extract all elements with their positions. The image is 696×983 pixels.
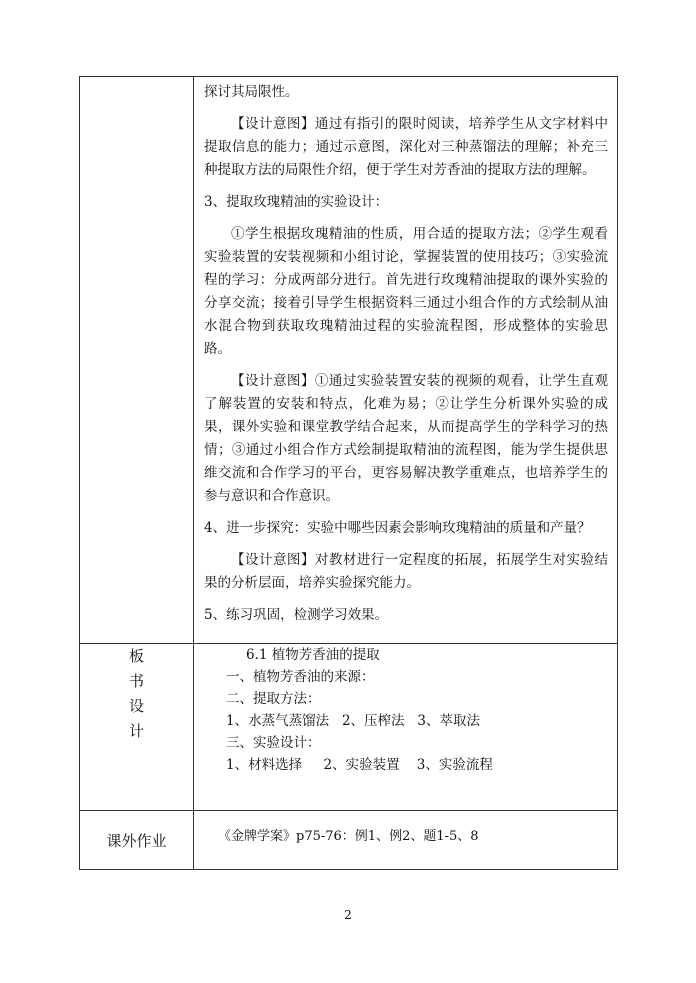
section-heading-5: 5、练习巩固，检测学习效果。 (204, 607, 389, 623)
content-cell (194, 77, 618, 644)
page-number: 2 (344, 908, 352, 922)
empty-label-cell (80, 77, 194, 644)
board-design-row (80, 644, 618, 811)
board-label-char-1: 板 (128, 647, 144, 665)
homework-content: 《金牌学案》p75-76：例1、例2、题1-5、8 (194, 811, 618, 870)
section-heading-3: 3、提取玫瑰精油的实验设计： (204, 194, 389, 210)
board-line-1: 一、植物芳香油的来源： (226, 669, 375, 685)
homework-row (80, 811, 618, 870)
experiment-design-paragraph: ①学生根据玫瑰精油的性质，用合适的提取方法；②学生观看实验装置的安装视频和小组讨论，掌握装置的使用技巧；③实验流程的学习：分成两部分进行。首先进行玫瑰精油提取的课外实验的分享交流；接着引导学生根据资料三通过小组合作的方式绘制从油水混合物到获取玫瑰精油过程的实验流程图，形成整体的实验思路。 (204, 226, 608, 357)
board-line-3: 1、水蒸气蒸馏法 2、压榨法 3、萃取法 (226, 713, 481, 729)
design-intent-paragraph-2: 【设计意图】①通过实验装置安装的视频的观看，让学生直观了解装置的安装和特点，化难为易；②让学生分析课外实验的成果，课外实验和课堂教学结合起来，从而提高学生的学科学习的热情；③通过小组合作方式绘制提取精油的流程图，能为学生提供思维交流和合作学习的平台，更容易解决教学重难点，也培养学生的参与意识和合作意识。 (204, 373, 608, 504)
board-design-content (194, 644, 618, 811)
paragraph-limitation: 探讨其局限性。 (204, 84, 299, 100)
content-row (80, 77, 618, 644)
board-title: 6.1 植物芳香油的提取 (246, 647, 380, 663)
board-line-2: 二、提取方法： (226, 691, 321, 707)
board-label-char-3: 设 (128, 697, 144, 715)
design-intent-paragraph-3: 【设计意图】对教材进行一定程度的拓展，拓展学生对实验结果的分析层面，培养实验探究能力。 (204, 552, 608, 591)
design-intent-paragraph-1: 【设计意图】通过有指引的限时阅读，培养学生从文字材料中提取信息的能力；通过示意图，深化对三种蒸馏法的理解；补充三种提取方法的局限性介绍，便于学生对芳香油的提取方法的理解。 (204, 116, 608, 178)
board-line-4: 三、实验设计： (226, 735, 321, 751)
board-design-label (80, 644, 194, 811)
lesson-plan-table (79, 76, 618, 870)
homework-label: 课外作业 (80, 811, 194, 870)
section-heading-4: 4、进一步探究：实验中哪些因素会影响玫瑰精油的质量和产量？ (204, 520, 591, 536)
board-label-char-4: 计 (128, 722, 144, 740)
board-label-char-2: 书 (128, 672, 144, 690)
board-line-5: 1、材料选择 2、实验装置 3、实验流程 (226, 757, 493, 773)
